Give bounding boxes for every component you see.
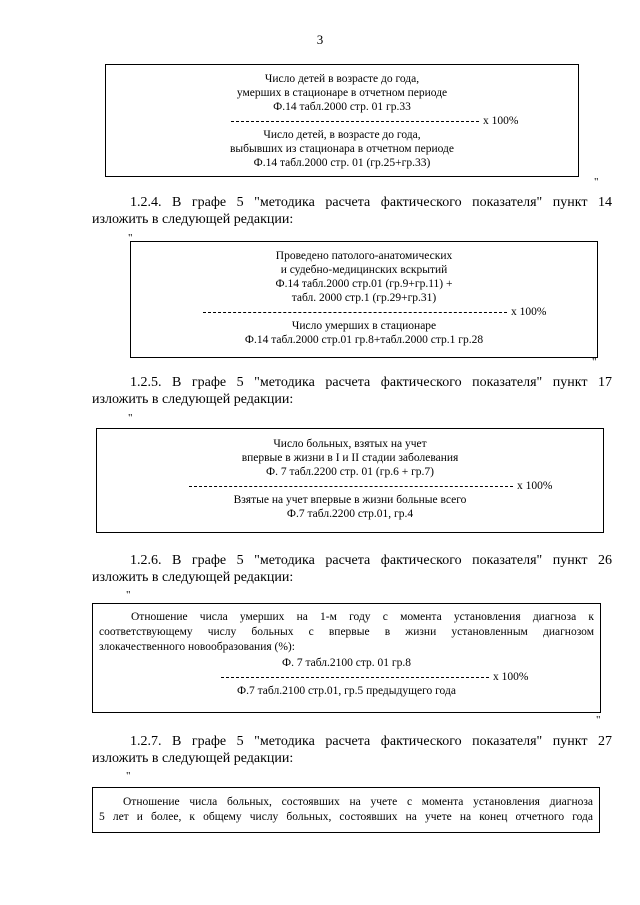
numerator-line: Число больных, взятых на учет [273, 438, 427, 450]
numerator-line: Проведено патолого-анатомических [275, 250, 453, 262]
percent-label: x 100% [493, 671, 529, 683]
box-text-line: 5 лет и более, к общему числу больных, состоявших на учете на конец отчетного года [99, 811, 593, 823]
closing-quote: " [594, 176, 599, 188]
fraction-line [106, 114, 578, 128]
formula-box-2 [130, 241, 598, 358]
box-text-line: Отношение числа умерших на 1-м году с момента установления диагноза к [131, 611, 594, 623]
section-1-2-4 [92, 194, 612, 228]
numerator-line: табл. 2000 стр.1 (гр.29+гр.31) [291, 292, 437, 304]
denominator-line: Ф.7 табл.2100 стр.01, гр.5 предыдущего года [237, 685, 456, 697]
opening-quote: " [128, 412, 133, 424]
section-text: изложить в следующей редакции: [92, 751, 294, 766]
box-text-line: злокачественного новообразования (%): [99, 641, 295, 653]
section-text: изложить в следующей редакции: [92, 570, 294, 585]
page-number: 3 [316, 32, 324, 47]
percent-label: x 100% [517, 480, 553, 492]
box-text-line: Отношение числа больных, состоявших на учете с момента установления диагноза [123, 796, 593, 808]
numerator-line: Ф.14 табл.2000 стр. 01 гр.33 [273, 101, 411, 113]
section-text: изложить в следующей редакции: [92, 392, 294, 407]
opening-quote: " [126, 770, 131, 782]
formula-box-3 [96, 428, 604, 533]
denominator-line: Число детей, в возрасте до года, [263, 129, 421, 141]
numerator-line: Число детей в возрасте до года, [264, 73, 420, 85]
fraction-line [99, 670, 594, 684]
formula-box-4 [92, 603, 601, 713]
fraction-line [131, 305, 597, 319]
denominator-line: Ф.14 табл.2000 стр.01 гр.8+табл.2000 стр.1 гр.28 [244, 334, 484, 346]
denominator-line: Ф.7 табл.2200 стр.01, гр.4 [286, 508, 414, 520]
section-text: изложить в следующей редакции: [92, 212, 294, 227]
closing-quote: " [596, 714, 601, 726]
fraction-line [97, 479, 603, 493]
opening-quote: " [128, 232, 133, 244]
denominator-line: Число умерших в стационаре [291, 320, 437, 332]
section-1-2-7 [92, 733, 612, 767]
numerator-line: Ф.14 табл.2000 стр.01 (гр.9+гр.11) + [275, 278, 453, 290]
closing-quote: " [592, 356, 597, 368]
numerator-line: и судебно-медицинских вскрытий [280, 264, 448, 276]
section-heading: 1.2.4. В графе 5 "методика расчета фактического показателя" пункт 14 [130, 195, 612, 210]
numerator-line: Ф. 7 табл.2200 стр. 01 (гр.6 + гр.7) [265, 466, 434, 478]
numerator-line: Ф. 7 табл.2100 стр. 01 гр.8 [281, 657, 412, 669]
opening-quote: " [126, 589, 131, 601]
section-1-2-5 [92, 374, 612, 408]
denominator-line: Ф.14 табл.2000 стр. 01 (гр.25+гр.33) [253, 157, 431, 169]
percent-label: x 100% [483, 115, 519, 127]
box-text-line: соответствующему числу больных с впервые в жизни установленным диагнозом [99, 626, 594, 638]
section-1-2-6 [92, 552, 612, 586]
numerator-line: впервые в жизни в I и II стадии заболевания [241, 452, 459, 464]
formula-box-1 [105, 64, 579, 177]
section-heading: 1.2.5. В графе 5 "методика расчета фактического показателя" пункт 17 [130, 375, 612, 390]
formula-box-5 [92, 787, 600, 833]
percent-label: x 100% [511, 306, 547, 318]
numerator-line: умерших в стационаре в отчетном периоде [236, 87, 448, 99]
section-heading: 1.2.6. В графе 5 "методика расчета фактического показателя" пункт 26 [130, 553, 612, 568]
denominator-line: Взятые на учет впервые в жизни больные всего [233, 494, 467, 506]
denominator-line: выбывших из стационара в отчетном периоде [229, 143, 454, 155]
section-heading: 1.2.7. В графе 5 "методика расчета фактического показателя" пункт 27 [130, 734, 612, 749]
